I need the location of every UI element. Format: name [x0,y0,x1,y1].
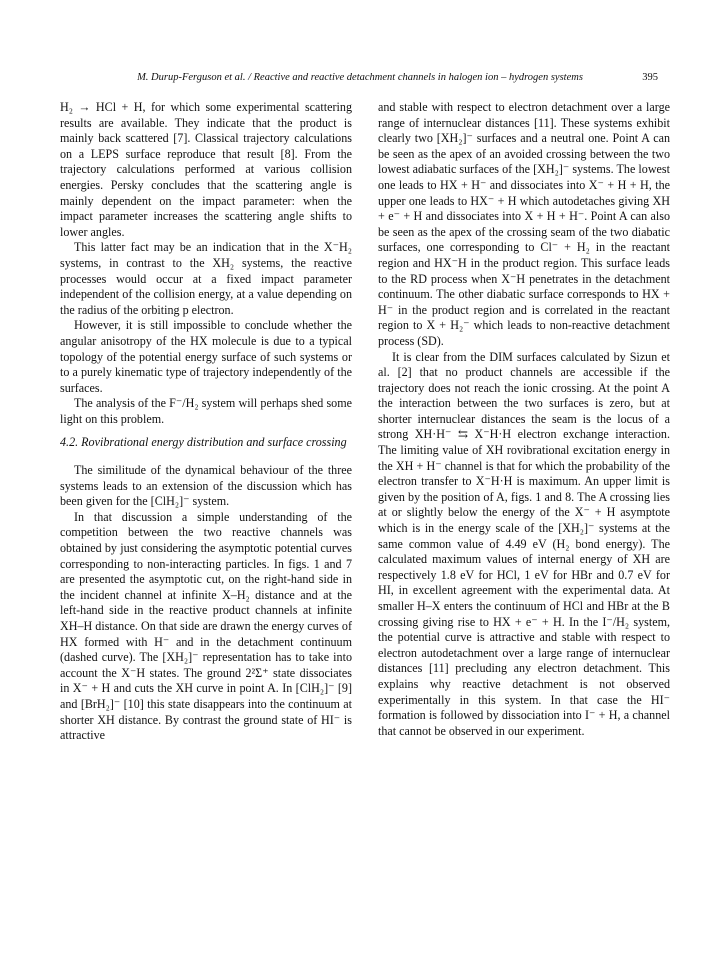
right-paragraph-1: and stable with respect to electron detachment over a large range of internuclear distances [11]. These systems exhibit clearly two [XH₂]⁻ surfaces and a neutral one. Point A can be seen as the apex of an avoided crossing between the two lowest adiabatic surfaces of the [XH₂]⁻ systems. The lowest one leads to HX + H⁻ and dissociates into X⁻ + H + H, the upper one leads to HX⁻ + H which autodetaches giving XH + e⁻ + H and dissociates into X + H + H⁻. Point A can also be seen as the apex of the crossing seam of the two diabatic surfaces, one corresponding to Cl⁻ + H₂ in the reactant region and HX⁻H in the product region. This surface leads to the RD process when X⁻H penetrates in the detachment continuum. The other diabatic surface corresponds to HX + H⁻ in the product region and is correlated in the reactant region to X + H₂⁻ which leads to non-reactive detachment process (SD). [378,100,670,348]
running-head [60,72,660,83]
left-paragraph-3: However, it is still impossible to conclude whether the angular anisotropy of the HX molecule is due to a typical topology of the potential energy surface of such systems or to a purely kinematic type of trajectory independently of the surfaces. [60,318,352,395]
left-paragraph-1: H₂ → HCl + H, for which some experimental scattering results are available. They indicate that the product is mainly back scattered [7]. Classical trajectory calculations on a LEPS surface reproduce that result [8]. From the trajectory calculations performed at various collision energies. Persky concludes that the scattering angle is mainly dependent on the impact parameter: when the impact parameter increases the scattering angle shifts to lower angles. [60,100,352,239]
left-paragraph-2: This latter fact may be an indication that in the X⁻H₂ systems, in contrast to the XH₂ systems, the reactive processes would occur at a fixed impact parameter independent of the collision energy, at a value depending on the radius of the orbiting p electron. [60,240,352,317]
left-paragraph-6: In that discussion a simple understanding of the competition between the two reactive channels was obtained by just considering the asymptotic potential curves corresponding to non-interacting particles. In figs. 1 and 7 are presented the asymptotic cut, on the right-hand side in the incident channel at infinite X–H₂ distance and at the left-hand side in the reactive product channels at infinite XH–H distance. On that side are drawn the energy curves of HX formed with H⁻ and in the detachment continuum (dashed curve). The [XH₂]⁻ representation has to take into account the X⁻H states. The ground 2²Σ⁺ state dissociates in X⁻ + H and cuts the XH curve in point A. In [ClH₂]⁻ [9] and [BrH₂]⁻ [10] this state disappears into the continuum at shorter XH distance. By contrast the ground state of HI⁻ is attractive [60,509,352,743]
left-paragraph-4: The analysis of the F⁻/H₂ system will perhaps shed some light on this problem. [60,396,352,426]
page-number: 395 [642,72,658,83]
section-heading: 4.2. Rovibrational energy distribution and surface crossing [60,435,347,450]
right-column [378,100,670,739]
left-column [60,100,352,744]
running-title: M. Durup-Ferguson et al. / Reactive and reactive detachment channels in halogen ion – hydrogen systems [137,72,583,83]
right-paragraph-2: It is clear from the DIM surfaces calculated by Sizun et al. [2] that no product channels are accessible if the trajectory does not reach the ionic crossing. At the point A the interaction between the two surfaces is zero, but at shorter internuclear distances the seam is the locus of a strong XH·H⁻ ⇆ X⁻H·H electron exchange interaction. The limiting value of XH rovibrational excitation energy in the XH + H⁻ channel is that for which the probability of the electron transfer to X⁻H·H is maximum. An upper limit is given by the position of A, figs. 1 and 8. The A crossing lies at or slightly below the energy of the X⁻ + H asymptote which is in the energy scale of the [XH₂]⁻ systems at the same common value of 4.49 eV (H₂ bond energy). The calculated maximum values of internal energy of XH are respectively 1.8 eV for HCl, 1 eV for HBr and 0.7 eV for HI, in excellent agreement with the experimental data. At smaller H–X enters the continuum of HCl and HBr at the B crossing giving rise to HX + e⁻ + H. In the I⁻/H₂ system, the potential curve is attractive and stable with respect to electron autodetachment over a large range of internuclear distances [11] precluding any electron detachment. This explains why reactive detachment is not observed experimentally in this system. In that case the HI⁻ formation is followed by dissociation into I⁻ + H, a channel that cannot be observed in our experiment. [378,349,670,738]
left-paragraph-5: The similitude of the dynamical behaviour of the three systems leads to an extension of the discussion which has been given for the [ClH₂]⁻ system. [60,463,352,509]
